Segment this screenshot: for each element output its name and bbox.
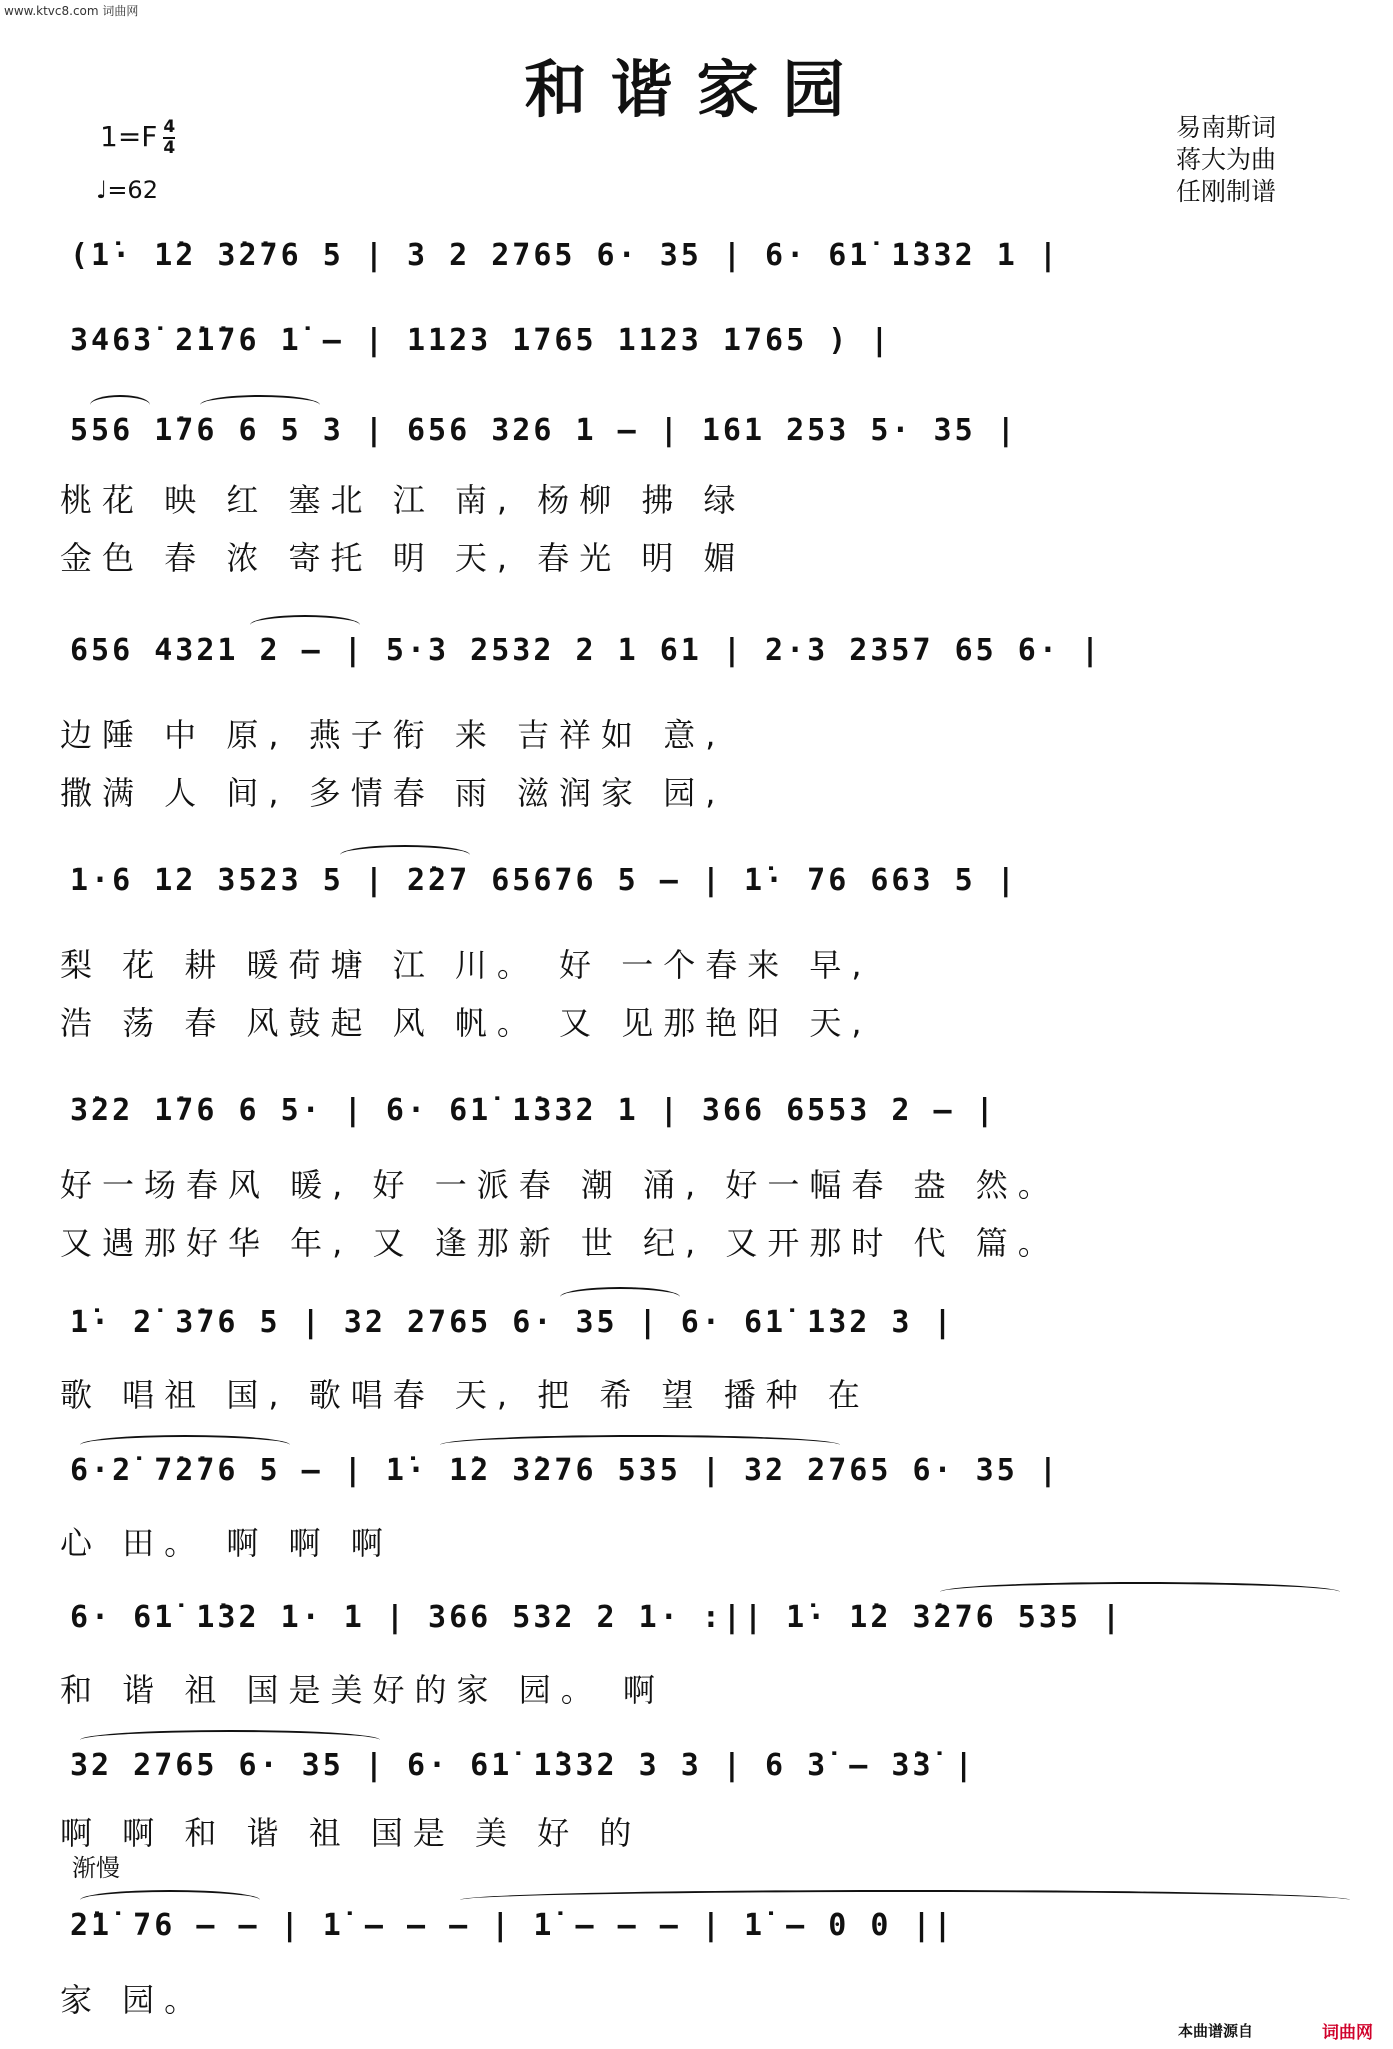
lyric-verse-1: 梨 花 耕 暖荷塘 江 川。 好 一个春来 早,	[60, 946, 872, 984]
key-signature	[100, 118, 175, 158]
score-system-6	[60, 1085, 1333, 1137]
notation-line: 6· 61̇ 1̇32 1· 1 | 366 532 2 1· :|| 1̇· 1̇2 3̇276 535 |	[70, 1600, 1124, 1635]
site-url: www.ktvc8.com 词曲网	[4, 4, 139, 18]
footer-source: 本曲谱源自	[1177, 2022, 1253, 2040]
score-system-1	[60, 230, 1333, 282]
lyric-verse-2: 金色 春 浓 寄托 明 天, 春光 明 媚	[60, 539, 746, 577]
song-title: 和谐家园	[524, 53, 869, 126]
notation-line: 1̇· 2̇ 3̇76 5 | 32 2765 6· 35 | 6· 61̇ 1̇32 3 |	[70, 1305, 955, 1340]
time-sig-top: 4	[163, 117, 176, 137]
lyric-verse-1: 和 谐 祖 国是美好的家 园。 啊	[60, 1671, 665, 1709]
score-system-9	[60, 1592, 1333, 1644]
lyric-verse-2: 浩 荡 春 风鼓起 风 帆。 又 见那艳阳 天,	[60, 1004, 872, 1042]
score-system-10	[60, 1740, 1333, 1792]
notation-line: (1̇· 1̇2 3̇2̇76 5 | 3 2 2765 6· 35 | 6· 61̇ 1̇332 1 |	[70, 238, 1060, 273]
notation-line: 6·2̇ 7̇2̇76 5 – | 1̇· 1̇2 3̇276 535 | 32 2765 6· 35 |	[70, 1453, 1060, 1488]
arranger-credit: 任刚制谱	[1176, 177, 1277, 206]
slur	[200, 395, 320, 415]
lyric-verse-2: 撒满 人 间, 多情春 雨 滋润家 园,	[60, 774, 726, 812]
slur	[80, 1890, 260, 1910]
score-system-11	[60, 1900, 1333, 1952]
score-system-5	[60, 855, 1333, 907]
score-system-7	[60, 1297, 1333, 1349]
lyric-verse-1: 桃花 映 红 塞北 江 南, 杨柳 拂 绿	[60, 481, 746, 519]
lyric-verse-2: 又遇那好华 年, 又 逢那新 世 纪, 又开那时 代 篇。	[60, 1224, 1060, 1262]
slur	[440, 1435, 840, 1455]
tempo-mark: ♩=62	[96, 176, 158, 204]
lyric-verse-1: 啊 啊 和 谐 祖 国是 美 好 的	[60, 1814, 642, 1852]
notation-line: 656 4321 2 – | 5·3 2532 2 1 61 | 2·3 2357 65 6· |	[70, 633, 1103, 668]
lyric-verse-1: 家 园。	[60, 1981, 207, 2019]
credits	[1176, 112, 1276, 208]
notation-line: 1·6 12 3523 5 | 2̇27 65676 5 – | 1̇· 76 663 5 |	[70, 863, 1018, 898]
notation-line: 3463̇ 2̇1̇76 1̇ – | 1123 1765 1123 1765 ) |	[70, 323, 892, 358]
footer-logo: 词曲网	[1322, 2023, 1373, 2043]
slur	[80, 1435, 290, 1455]
score-system-3	[60, 405, 1333, 457]
lyric-verse-1: 好一场春风 暖, 好 一派春 潮 涌, 好一幅春 盎 然。	[60, 1166, 1060, 1204]
slur	[80, 1730, 380, 1750]
lyric-verse-1: 心 田。 啊 啊 啊	[60, 1524, 393, 1562]
notation-line: 3̇22 1̇76 6 5· | 6· 61̇ 1̇332 1 | 366 6553 2 – |	[70, 1093, 997, 1128]
score-system-8	[60, 1445, 1333, 1497]
slur	[250, 615, 360, 635]
slur	[940, 1582, 1340, 1602]
lyricist-credit: 易南斯词	[1176, 113, 1277, 142]
composer-credit: 蒋大为曲	[1176, 145, 1277, 174]
tie	[460, 1890, 1350, 1910]
notation-line: 32 2765 6· 35 | 6· 61̇ 1̇332 3 3 | 6 3̇ – 3̇3̇ |	[70, 1748, 976, 1783]
slur	[340, 845, 470, 865]
score-system-2	[60, 315, 1333, 367]
score-system-4	[60, 625, 1333, 677]
lyric-verse-1: 边陲 中 原, 燕子衔 来 吉祥如 意,	[60, 716, 726, 754]
lyric-verse-1: 歌 唱祖 国, 歌唱春 天, 把 希 望 播种 在	[60, 1376, 870, 1414]
notation-line: 556 1̇76 6 5 3 | 656 326 1 – | 161 253 5· 35 |	[70, 413, 1018, 448]
slur	[90, 395, 150, 415]
notation-line: 2̇1̇ 76 – – | 1̇ – – – | 1̇ – – – | 1̇ – 0 0 ||	[70, 1908, 955, 1943]
time-signature	[163, 118, 175, 158]
time-sig-bottom: 4	[163, 138, 176, 158]
key-label: 1=F	[100, 120, 158, 153]
ritardando-mark: 渐慢	[72, 1854, 120, 1882]
slur	[560, 1287, 680, 1307]
